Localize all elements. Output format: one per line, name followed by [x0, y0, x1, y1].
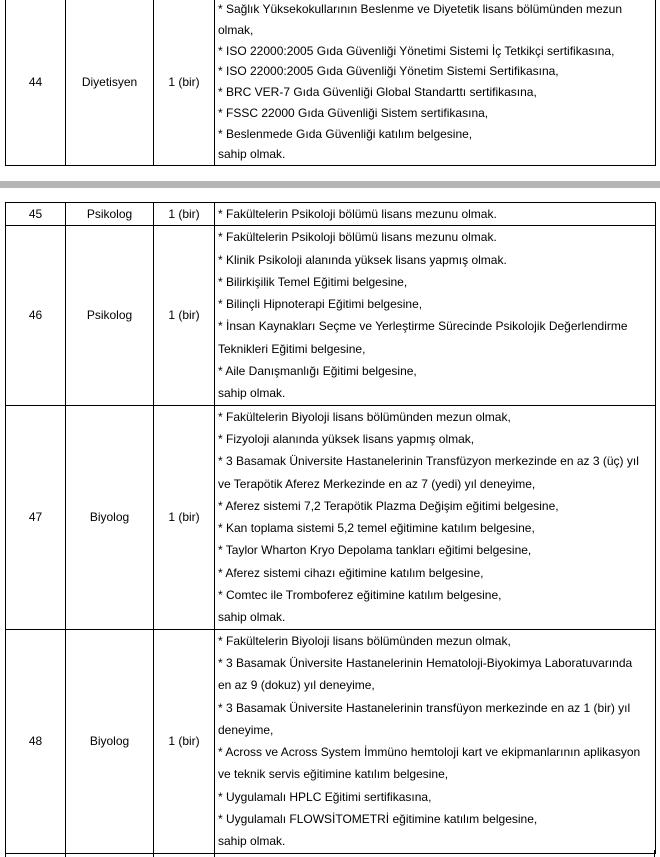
- requirement-line: * Taylor Wharton Kryo Depolama tankları eğitimi belgesine,: [218, 543, 532, 558]
- position-count: 1 (bir): [154, 226, 215, 405]
- requirement-line: ve teknik servis eğitimine katılım belgesine,: [218, 767, 449, 782]
- requirement-line: * 3 Basamak Üniversite Hastanelerinin transfüyon merkezinde en az 1 (bir) yıl: [218, 700, 631, 715]
- requirement-line: * Comtec ile Tromboferez eğitimine katılım belgesine,: [218, 588, 502, 603]
- requirements-table-bottom: [5, 202, 656, 854]
- requirement-line: sahip olmak.: [218, 834, 286, 849]
- requirement-line: * Uygulamalı HPLC Eğitimi sertifikasına,: [218, 789, 432, 804]
- position-number: 48: [6, 629, 66, 853]
- requirement-line: Teknikleri Eğitimi belgesine,: [218, 341, 366, 356]
- position-title: Psikolog: [66, 226, 154, 405]
- requirement-line: * Fakültelerin Psikoloji bölümü lisans mezunu olmak.: [218, 207, 497, 221]
- requirement-line: en az 9 (dokuz) yıl deneyime,: [218, 678, 375, 693]
- requirement-line: * Aile Danışmanlığı Eğitimi belgesine,: [218, 364, 417, 379]
- requirement-line: * Fakültelerin Biyoloji lisans bölümünden mezun olmak,: [218, 633, 511, 648]
- position-row: [6, 0, 656, 166]
- requirements-table-top: [5, 0, 656, 166]
- requirement-line: sahip olmak.: [218, 386, 286, 401]
- position-count: 1 (bir): [154, 629, 215, 853]
- table-border-continuation: [65, 850, 66, 857]
- requirements-cell: [215, 0, 656, 166]
- position-title: Biyolog: [66, 629, 154, 853]
- table-border-continuation: [214, 850, 215, 857]
- requirement-line: * 3 Basamak Üniversite Hastanelerinin Hematoloji-Biyokimya Laboratuvarında: [218, 655, 633, 670]
- requirement-line: * BRC VER-7 Gıda Güvenliği Global Standarttı sertifikasına,: [218, 85, 537, 99]
- requirement-line: sahip olmak.: [218, 147, 286, 162]
- requirement-line: sahip olmak.: [218, 610, 286, 625]
- requirement-line: * FSSC 22000 Gıda Güvenliği Sistem sertifikasına,: [218, 105, 489, 120]
- position-number: 47: [6, 405, 66, 629]
- requirement-line: deneyime,: [218, 722, 274, 737]
- position-count: 1 (bir): [154, 0, 215, 166]
- requirement-line: * ISO 22000:2005 Gıda Güvenliği Yönetim Sistemi Sertifikasına,: [218, 64, 559, 79]
- position-row: [6, 203, 656, 226]
- requirement-line: * Fakültelerin Psikoloji bölümü lisans mezunu olmak.: [218, 230, 497, 245]
- table-border-continuation: [654, 850, 655, 857]
- requirement-line: * Klinik Psikoloji alanında yüksek lisans yapmış olmak.: [218, 252, 507, 267]
- requirement-line: * Bilirkişilik Temel Eğitimi belgesine,: [218, 274, 408, 289]
- requirements-cell: [215, 226, 656, 405]
- requirements-cell: [215, 405, 656, 629]
- requirement-line: * ISO 22000:2005 Gıda Güvenliği Yönetimi Sistemi İç Tetkikçi sertifikasına,: [218, 43, 615, 58]
- requirement-line: ve Terapötik Aferez Merkezinde en az 7 (yedi) yıl deneyime,: [218, 476, 536, 491]
- position-row: [6, 629, 656, 853]
- requirement-line: * Fizyoloji alanında yüksek lisans yapmış olmak,: [218, 431, 475, 446]
- position-title: Biyolog: [66, 405, 154, 629]
- requirements-cell: [215, 629, 656, 853]
- requirement-line: * Fakültelerin Biyoloji lisans bölümünden mezun olmak,: [218, 409, 511, 424]
- requirement-line: olmak,: [218, 22, 254, 37]
- requirement-line: * 3 Basamak Üniversite Hastanelerinin Transfüzyon merkezinde en az 3 (üç) yıl: [218, 454, 639, 469]
- position-count: 1 (bir): [154, 405, 215, 629]
- position-title: Diyetisyen: [66, 0, 154, 166]
- requirement-line: * Sağlık Yüksekokullarının Beslenme ve Diyetetik lisans bölümünden mezun: [218, 2, 622, 16]
- table-border-continuation: [5, 850, 6, 857]
- position-row: [6, 226, 656, 405]
- requirement-line: * Across ve Across System İmmüno hemtoloji kart ve ekipmanlarının aplikasyon: [218, 745, 641, 760]
- page-separator: [0, 181, 660, 188]
- requirement-line: * Kan toplama sistemi 5,2 temel eğitimine katılım belgesine,: [218, 521, 535, 536]
- requirement-line: * Uygulamalı FLOWSİTOMETRİ eğitimine katılım belgesine,: [218, 812, 538, 827]
- requirements-cell: [215, 203, 656, 226]
- requirement-line: * İnsan Kaynakları Seçme ve Yerleştirme Sürecinde Psikolojik Değerlendirme: [218, 319, 628, 334]
- requirement-line: * Aferez sistemi 7,2 Terapötik Plazma Değişim eğitimi belgesine,: [218, 498, 559, 513]
- table-border-continuation: [153, 850, 154, 857]
- position-number: 45: [6, 203, 66, 226]
- position-count: 1 (bir): [154, 203, 215, 226]
- requirement-line: * Aferez sistemi cihazı eğitimine katılım belgesine,: [218, 565, 484, 580]
- requirement-line: * Bilinçli Hipnoterapi Eğitimi belgesine,: [218, 297, 423, 312]
- position-number: 44: [6, 0, 66, 166]
- position-row: [6, 405, 656, 629]
- position-title: Psikolog: [66, 203, 154, 226]
- position-number: 46: [6, 226, 66, 405]
- requirement-line: * Beslenmede Gıda Güvenliği katılım belgesine,: [218, 126, 473, 141]
